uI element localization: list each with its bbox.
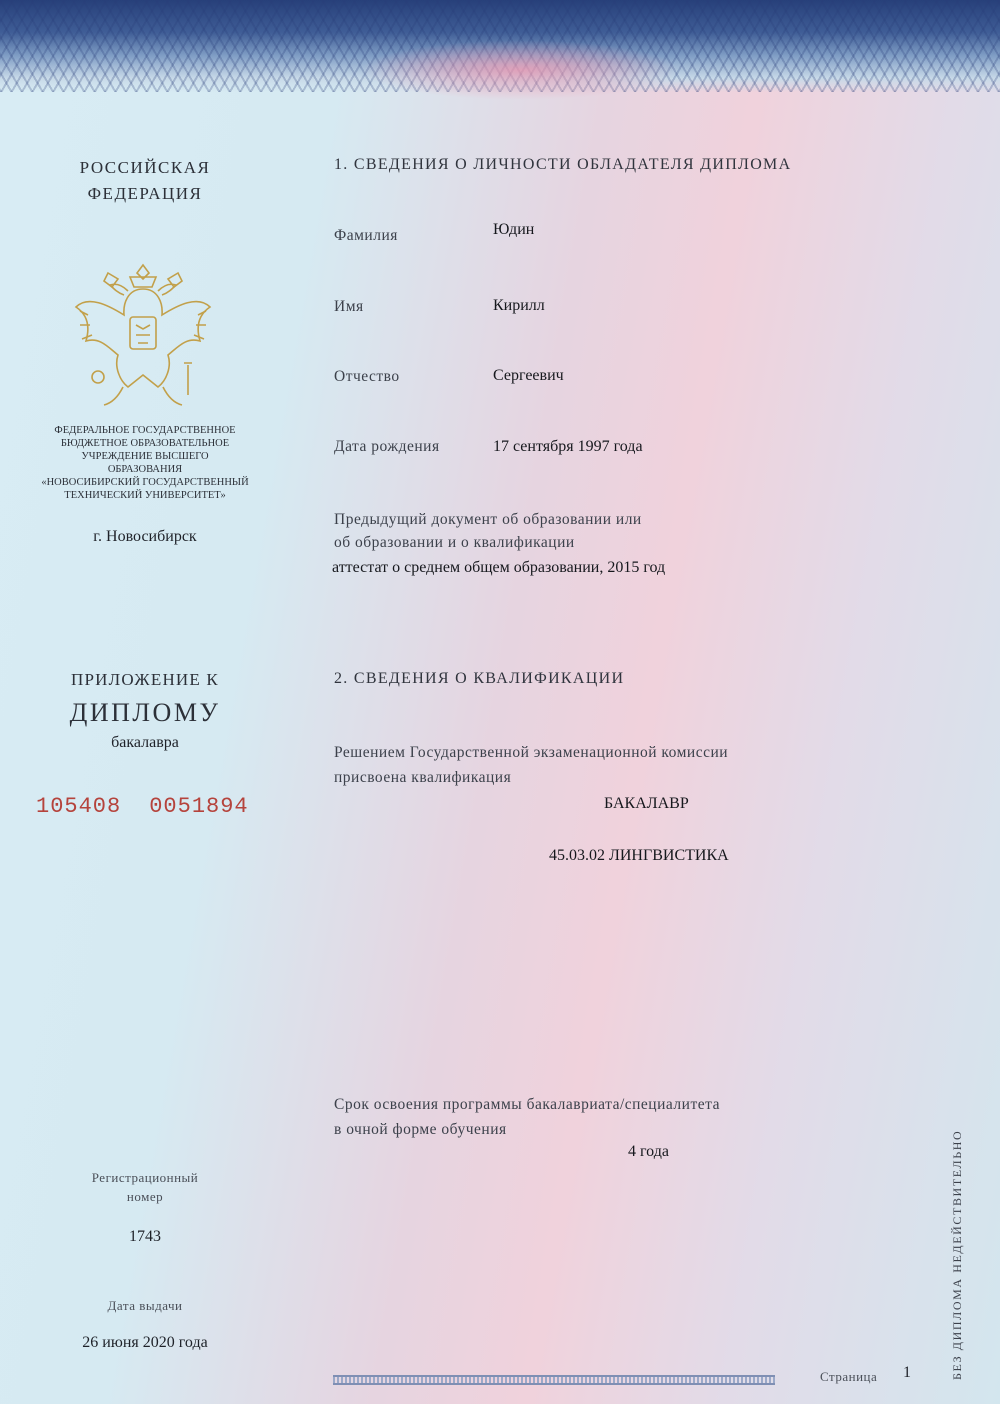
section2-title: 2. СВЕДЕНИЯ О КВАЛИФИКАЦИИ [334, 670, 625, 687]
surname-label: Фамилия [334, 227, 398, 244]
issue-date: 26 июня 2020 года [82, 1334, 208, 1351]
appendix-title: ПРИЛОЖЕНИЕ К [71, 670, 219, 689]
birth-date-value: 17 сентября 1997 года [493, 438, 643, 455]
registration-label: Регистрационный номер [91, 1170, 199, 1204]
decision-label: Решением Государственной экзаменационной комиссии присвоена квалификация [334, 744, 729, 786]
diploma-word: ДИПЛОМУ [69, 698, 221, 727]
serial-number [36, 794, 249, 819]
previous-document-value: аттестат о среднем общем образовании, 2015 год [332, 559, 666, 576]
serial-series: 105408 [36, 794, 122, 819]
registration-number: 1743 [129, 1228, 161, 1245]
patronymic-label: Отчество [334, 368, 400, 385]
birth-date-label: Дата рождения [334, 438, 440, 455]
vertical-validity-note: БЕЗ ДИПЛОМА НЕДЕЙСТВИТЕЛЬНО [950, 1129, 964, 1380]
country-title: РОССИЙСКАЯ ФЕДЕРАЦИЯ [79, 158, 211, 203]
top-band-pink-glow [360, 40, 680, 100]
section1-title: 1. СВЕДЕНИЯ О ЛИЧНОСТИ ОБЛАДАТЕЛЯ ДИПЛОМА [334, 156, 792, 173]
issue-date-label: Дата выдачи [107, 1298, 183, 1313]
qualification-value: БАКАЛАВР [604, 795, 689, 812]
footer-decorative-line [333, 1375, 775, 1385]
specialty-value: 45.03.02 ЛИНГВИСТИКА [549, 847, 729, 864]
coat-of-arms-icon [68, 255, 218, 415]
name-value: Кирилл [493, 297, 545, 314]
degree-level: бакалавра [111, 734, 179, 751]
patronymic-value: Сергеевич [493, 367, 564, 384]
page-number: 1 [903, 1364, 911, 1381]
surname-value: Юдин [493, 221, 535, 238]
serial-digits: 0051894 [149, 794, 249, 819]
previous-document-label: Предыдущий документ об образовании или об образовании и о квалификации [334, 511, 642, 551]
name-label: Имя [334, 298, 364, 315]
page-label: Страница [820, 1369, 878, 1384]
duration-label: Срок освоения программы бакалавриата/специалитета в очной форме обучения [334, 1096, 720, 1138]
city: г. Новосибирск [93, 528, 197, 545]
duration-value: 4 года [628, 1143, 669, 1160]
university-name: ФЕДЕРАЛЬНОЕ ГОСУДАРСТВЕННОЕ БЮДЖЕТНОЕ ОБРАЗОВАТЕЛЬНОЕ УЧРЕЖДЕНИЕ ВЫСШЕГО ОБРАЗОВАНИЯ «НОВОСИБИРСКИЙ ГОСУДАРСТВЕННЫЙ ТЕХНИЧЕСКИЙ УНИВЕРСИТЕТ» [41, 425, 249, 501]
